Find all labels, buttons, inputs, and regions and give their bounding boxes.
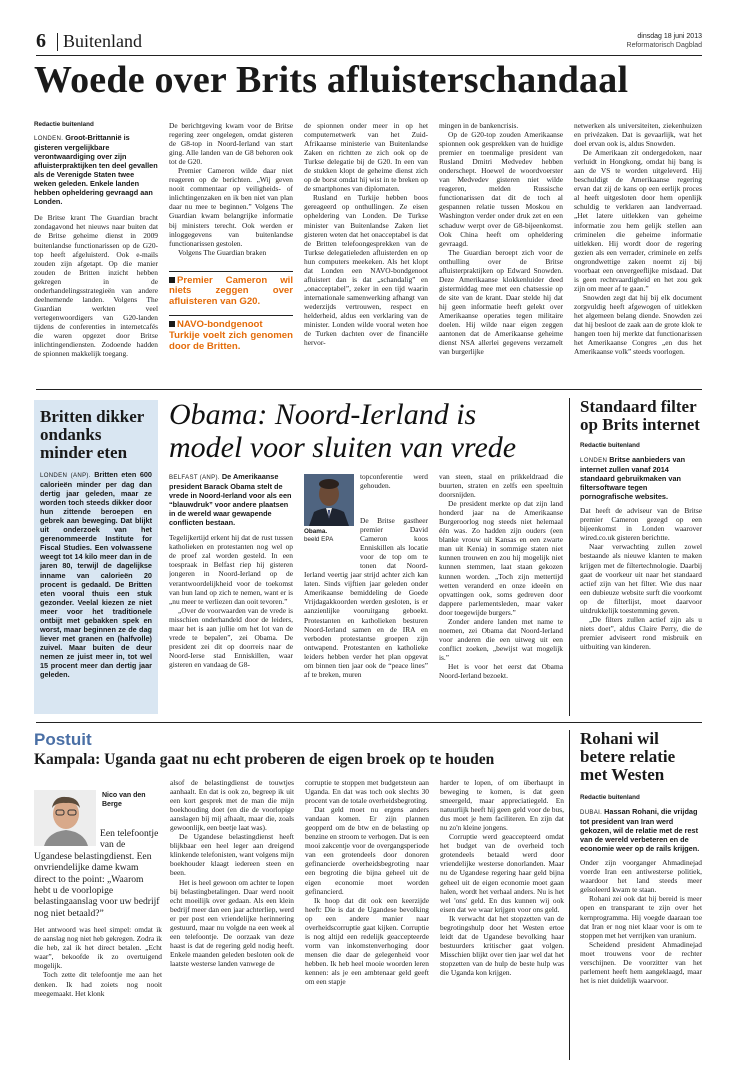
page-date: dinsdag 18 juni 2013 [637, 33, 702, 40]
postuit-paragraph: Het antwoord was heel simpel: omdat ik de aanslag nog niet heb gekregen. Zodra ik die heb, zal ik het direct betalen. „Echt waar”, bekoofde ik zo overtuigend mogelijk. [34, 925, 162, 971]
lead-col-1 [34, 121, 158, 383]
obama-photo-caption: Obama. beeld EPA [304, 528, 334, 543]
section-rule-1 [36, 389, 702, 390]
postuit-paragraph: corruptie te stoppen met budgetsteun aan Uganda. En dat was toch ook slechts 30 procent van de totale overheidsbegroting. [305, 778, 429, 806]
postuit-col-2 [170, 778, 294, 1060]
obama-paragraph: „Over de voorwaarden van de vrede is misschien onderhandeld door de leiders, maar het is aan jullie om het lot van de vrede te bepalen”, zei Obama. De president zei dit op doorreis naar de Noord-Ierse stad Enniskillen, waar gisteren en vandaag de G8- [169, 605, 293, 669]
postuit-col-4 [440, 778, 564, 1060]
obama-paragraph: van steen, staal en prikkeldraad die buurten, straten en zelfs een speeltuin doorsnijden. [439, 472, 563, 500]
britten-headline: Britten dikker ondanks minder eten [40, 407, 145, 462]
photo-wrap-spacer [34, 828, 100, 850]
lead-headline: Woede over Brits afluisterschandaal [34, 59, 629, 101]
postuit-paragraph: harder te lopen, of om überhaupt in beweging te komen, is dat geen smeergeld, maar appreciatiegeld. En natuurlijk heeft hij geen geld voor de bus, dus moet je hem faciliteren. En zijn dat nu zo'n kleine jongens. [440, 778, 564, 833]
rohani-byline: Redactie buitenland [580, 794, 640, 801]
standaard-paragraph: Dat heeft de adviseur van de Britse premier Cameron gezegd op een bijeenkomst in Londen waarover wired.co.uk gisteren berichtte. [580, 506, 702, 543]
lead-paragraph: Op de G20-top zouden Amerikaanse spionnen ook gesprekken van de huidige premier en toenmalige president van Rusland Dmitri Medvedev hebben onderschept. Hoewel de woordvoerster van Medvedev gisteren niet wilde reageren, melden Russische functionarissen dat dit de toch al gespannen relatie tussen Moskou en Washington verder onder druk zet en een schaduw werpt over de G8-bijeenkomst. Ook China heeft om opheldering gevraagd. [439, 130, 563, 248]
lead-col-5 [574, 121, 702, 383]
lead-paragraph: Rusland en Turkije hebben boos gereageerd op onthullingen. Ze eisen opheldering van Londen. De Turkse minister van Buitenlandse Zaken liet gisteren weten dat het onacceptabel is dat de Britten telefoongesprekken van de Turkse delegatieleden afluisterden en op hun computers meekeken. Als het klopt dat Londen een NAVO-bondgenoot afluistert dan is dat „schandalig” en „onacceptabel”, zeker in een tijd waarin internationale samenwerking afhangt van wederzijds vertrouwen, respect en helderheid, aldus een verklaring van de minister. Londen wilde vooral weten hoe de Turken dachten over de financiële hervor- [304, 193, 428, 348]
postuit-paragraph: Dat geld moet nu ergens anders vandaan komen. Er zijn plannen geopperd om de btw en de belasting op benzine en stroom te verhogen. Dat is een mooi zakcentje voor de overgangsperiode van een grotendeels door donoren gefinancierde overheidsbegroting naar een begroting die bijna geheel uit de eigen economie moet worden gefinancierd. [305, 805, 429, 896]
obama-lead: BELFAST (ANP). De Amerikaanse president Barack Obama stelt de vrede in Noord-Ierland voor als een “blauwdruk” voor andere plaatsen in de wereld waar gewapende conflicten bestaan. [169, 472, 292, 528]
rohani-headline: Rohani wil betere relatie met Westen [580, 730, 676, 784]
obama-col-1 [169, 472, 293, 717]
postuit-paragraph: Ik verwacht dat het stopzetten van de begrotingshulp door het Westen ertoe leidt dat de Ugandese bevolking haar bestuurders kritischer gaat volgen. Misschien blijkt over tien jaar wel dat het stopzetten van de hulp de beste hulp was die Uganda kon krijgen. [440, 913, 564, 977]
lead-paragraph: netwerken als universiteiten, ziekenhuizen en privézaken. Dat is gevaarlijk, wat het doel ervan ook is, aldus Snowden. [574, 121, 702, 149]
lead-col-4 [439, 121, 563, 383]
page-number: 6 [36, 30, 46, 52]
postuit-headline: Kampala: Uganda gaat nu echt proberen de eigen broek op te houden [34, 751, 495, 768]
rohani-paragraph: Scheidend president Ahmadinejad moet trouwens voor de rechter verschijnen. De voorzitter van het parlement heeft hem aangeklaagd, maar het is niet duidelijk waarvoor. [580, 939, 702, 985]
bullet-square-icon [169, 277, 175, 283]
lead-intro: LONDEN. Groot-Brittannië is gisteren vergelijkbare verontwaardiging over zijn afluisterpraktijken ten deel gevallen als de Verenigde Staten twee weken geleden. Enkele landen hebben opheldering gevraagd aan Londen. [34, 133, 158, 207]
obama-paragraph: Het is voor het eerst dat Obama Noord-Ierland bezoekt. [439, 661, 563, 681]
lead-paragraph: Premier Cameron wilde daar niet reageren op de berichten. „Wij geven nooit commentaar op veiligheids- of inlichtingenzaken en ik ben niet van plan daar nu mee te beginnen.” Volgens The Guardian kwam belangrijke informatie bij ministers terecht. Ook werden er inloggegevens van buitenlandse functionarissen gestolen. [169, 166, 293, 248]
pull-quote-1: Premier Cameron wil niets zeggen over afluisteren van G20. [169, 271, 293, 308]
section-rule-2 [36, 722, 702, 723]
postuit-paragraph: Ik hoop dat dit ook een keerzijde heeft: Die is dat de Ugandese bevolking op een andere manier naar overheidscorruptie gaat kijken. Corruptie is nog altijd een redelijk geaccepteerde vorm van inkomstenverhoging door mensen die daar de gelegenheid voor hebben. Ik heb heel mooie woorden leren kennen: als je een ambtenaar geld geeft om een stapje [305, 895, 429, 987]
lead-byline: Redactie buitenland [34, 121, 94, 128]
lead-paragraph: mingen in de bankencrisis. [439, 121, 519, 130]
lead-paragraph: De berichtgeving kwam voor de Britse regering zeer ongelegen, omdat gisteren de G8-top in Noord-Ierland van start ging. Alle landen van de G8 behoren ook tot de G20. [169, 121, 293, 167]
obama-paragraph: De Britse gastheer premier David Cameron koos Enniskillen als locatie voor de top om te tonen dat Noord-Ierland veertig jaar strijd achter zich kan laten. Sinds vijftien jaar geleden onder Amerikaanse bemiddeling de Goede Vrijdagakkoorden werden gesloten, is er aanzienlijke vooruitgang geboekt. Protestanten en katholieken besturen Noord-Ierland samen en de IRA en verboden protestantse groepen zijn ontwapend. Protestanten en katholieke leiders hebben verder het plan opgevat om binnen tien jaar ook de “peace lines” af te breken, muren [304, 516, 428, 679]
page-number-divider [57, 33, 58, 51]
lead-paragraph: De Britse krant The Guardian bracht zondagavond het nieuws naar buiten dat de Britse geheime dienst in 2009 buitenlandse functionarissen op de G20-top heeft afgeluisterd. Ook e-mails zouden zijn afgetapt. Op die manier zouden de Britten inzicht hebben gekregen in de onderhandelingsstrategieën van andere deelnemende landen. Volgens The Guardian werkten veel vertegenwoordigers van G20-landen tijdens de conferenties in internetcafés die waren opgezet door Britse inlichtingendiensten. Zodoende hadden de spionnen makkelijk toegang. [34, 213, 158, 359]
postuit-paragraph: Toch zette dit telefoontje me aan het denken. Ik had zoiets nog nooit meegemaakt. Het klonk [34, 970, 162, 998]
obama-paragraph: Zonder andere landen met name te noemen, zei Obama dat Noord-Ierland voor anderen die een uitweg uit een conflict zoeken, „bewijst wat mogelijk is.” [439, 616, 563, 662]
lead-paragraph: Snowden zegt dat hij bij elk document zorgvuldig heeft afgewogen of uitlekken het algemeen belang diende. Snowden zei dat hij besloot de zaak aan de grote klok te hangen toen hij merkte dat functionarissen het Amerikaanse Congres „en dus het Amerikaanse volk” steeds voorlogen. [574, 292, 702, 357]
rohani-paragraph: Onder zijn voorganger Ahmadinejad voerde Iran een antiwesterse politiek, waardoor het land steeds meer geïsoleerd kwam te staan. [580, 858, 702, 895]
postuit-paragraph: De Ugandese belastingdienst heeft blijkbaar een heel leger aan dreigend klinkende telefonisten, want volgens mijn boekhouder klaagt iedereen steen en been. [170, 832, 294, 878]
standaard-byline: Redactie buitenland [580, 442, 640, 449]
postuit-paragraph: alsof de belastingdienst de touwtjes aanhaalt. En dat is ook zo, begreep ik uit een kort gesprek met de man die mijn boekhouding doet (en die de voorlopige aanslagen bij mij afhaalt, maar die, zoals gewoonlijk, een beetje laat was). [170, 778, 294, 833]
obama-paragraph: De president merkte op dat zijn land honderd jaar na de Amerikaanse Burgeroorlog nog steeds niet helemaal één was. Zo hadden zijn ouders (een blanke vrouw uit Kansas en een zwarte man uit Kenia) in sommige staten niet kunnen trouwen en zou hij mogelijk niet kunnen stemmen, laat staan gekozen kunnen worden. „Toch zijn mettertijd wetten veranderd en onze ideeën en opvattingen ook, soms gedreven door dappere parlementsleden, maar vaker door toegewijde burgers.” [439, 499, 563, 617]
rohani-paragraph: Rohani zei ook dat hij bereid is meer open en transparant te zijn over het kernprogramma. Hij voegde daaraan toe dat Iran er nog niet klaar voor is om te stoppen met het verrijken van uranium. [580, 894, 702, 940]
lead-paragraph: De Amerikaan zit ondergedoken, naar verluidt in Hongkong, omdat hij bang is aan de VS te worden uitgeleverd. Hij beschuldigt de Amerikaanse regering ervan dat zij de kans op een eerlijk proces al heeft uitgesloten door hem openlijk schuldig te verklaren aan landverraad. „Het latere uitlekken van geheime informatie zou hem gelijk stellen aan criminelen die geheime informatie uitlekken. Hij wordt door de regering gezien als een verrader, criminele en zelfs ongrondwettige zaken noemt zij bij voorbaat een onvergeeflijke misdaad. Dat is geen rechtvaardigheid en het zou gek zijn om meer af te gaan.” [574, 148, 702, 293]
postuit-intro: Een telefoontje van de Ugandese belastingdienst. Een onvriendelijke dame kwam direct to the point: „Waarom hebt u de voorlopige belastingaanslag voor uw bedrijf nog niet betaald?” [34, 828, 160, 919]
standaard-headline: Standaard filter op Brits internet [580, 398, 700, 434]
right-column-divider-2 [569, 730, 570, 1060]
photo-wrap-spacer [304, 516, 360, 562]
publication-name: Reformatorisch Dagblad [626, 42, 702, 49]
postuit-col-3 [305, 778, 429, 1060]
postuit-author: Nico van den Berge [102, 792, 146, 808]
right-column-divider-1 [569, 398, 570, 716]
lead-paragraph: Volgens The Guardian braken [178, 247, 267, 257]
lead-paragraph: The Guardian beroept zich voor de onthulling over de Britse afluisterpraktijken op Edward Snowden. Deze Amerikaanse klokkenluider deed gistermiddag mee met een chatsessie op de site van de krant. Daar stelde hij dat hij geen informatie heeft gelekt over Amerikaanse operaties tegen militaire doelen. Hij wilde naar eigen zeggen aantonen dat de Amerikaanse geheime dienst NSA allerlei gegevens verzamelt van burgerlijke [439, 247, 563, 357]
standaard-paragraph: „De filters zullen actief zijn als u niets doet”, aldus Claire Perry, die de premier adviseert rond misbruik en uitbuiting van kinderen. [580, 614, 702, 651]
postuit-paragraph: Het is heel gewoon om achter te lopen bij belastingbetalingen. Daar werd nooit echt moeilijk over gedaan. Als een klein bedrijf meer dan een jaar achterliep, werd er per post een vriendelijke herinnering gestuurd, maar nu volgde na een week al een telefoontje. De oorzaak van deze haast is dat de regering geld nodig heeft. Enkele maanden geleden besloten ook de laatste westerse landen vanwege de [170, 877, 294, 968]
britten-box [34, 400, 158, 714]
standaard-lead: LONDEN Britse aanbieders van internet zullen vanaf 2014 standaard gebruikmaken van filtersoftware tegen pornografische websites. [580, 455, 686, 502]
lead-col-3 [304, 121, 428, 383]
postuit-paragraph: Corruptie werd geaccepteerd omdat het budget van de overheid toch grotendeels betaald werd door vriendelijke westerse donorlanden. Maar nu de Ugandese regering haar geld bijna geheel uit de eigen economie moet gaan halen, wordt het verhaal anders. Nu is het wel 'ons' geld. En dus kunnen wij ook eisen dat we waar krijgen voor ons geld. [440, 832, 564, 914]
obama-paragraph: Tegelijkertijd erkent hij dat de rust tussen katholieken en protestanten nog wel op de proef zal worden gesteld. In een toespraak in Belfast riep hij gisteren jongeren in Noord-Ierland op de verantwoordelijkheid voor de toekomst van hun land op zich te nemen, want er is „nu meer te verliezen dan ooit tevoren.” [169, 533, 293, 606]
header-rule [36, 55, 702, 56]
pull-quote-2: NAVO-bondgenoot Turkije voelt zich genomen door de Britten. [169, 315, 293, 352]
obama-headline: Obama: Noord-Ierland is model voor sluiten van vrede [169, 398, 517, 464]
standaard-article [580, 398, 702, 716]
section-title: Buitenland [63, 31, 142, 51]
rohani-lead: DUBAI. Hassan Rohani, die vrijdag tot president van Iran werd gekozen, wil de relatie met de rest van de wereld verbeteren en de economie weer op de rails krijgen. [580, 807, 700, 854]
obama-paragraph: topconferentie werd gehouden. [360, 472, 428, 491]
rohani-article [580, 730, 702, 1060]
obama-col-3 [439, 472, 563, 717]
britten-text: LONDEN (ANP). Britten eten 600 calorieën minder per dag dan dertig jaar geleden, maar ze worden toch steeds dikker door hun zittende beroepen en gebrek aan beweging. Dat blijkt uit onderzoek van het gerenommeerde Institute for Fiscal Studies. Een volwassene weegt tot 14 kilo meer dan in de jaren 80, terwijl de dagelijkse inname van calorieën 20 procent is gedaald. De Britten eten vooral thuis een stuk gezonder. Veelal kiezen ze niet meer voor het traditionele ontbijt met gebakken spek en worst, maar beginnen ze de dag liever met granen en (halfvolle) zuivel. Maar buiten de deur nemen ze juist meer in, tot wel 15 procent meer dan dertig jaar geleden. [40, 470, 152, 680]
bullet-square-icon [169, 321, 175, 327]
obama-col-2 [304, 516, 428, 717]
postuit-col-1 [34, 828, 162, 1060]
standaard-paragraph: Naar verwachting zullen zowel bestaande als nieuwe klanten te maken krijgen met de filtertechnologie. Daarbij gaat de voorkeur uit naar het standaard actief zijn van het filter. Wie dus naar een dubieuze website surft die voorkomt op de filterlijst, moet daarvoor uitdrukkelijk toestemming geven. [580, 542, 702, 615]
lead-col-2 [169, 121, 293, 383]
postuit-label: Postuit [34, 730, 92, 749]
lead-paragraph: de spionnen onder meer in op het computernetwerk van het Zuid-Afrikaanse ministerie van Buitenlandse Zaken en richtten ze zich ook op de Turkse delegatie bij de G20. In een van de stukken klopt de geheime dienst zich op de borst omdat hij wist in te breken op de smartphones van diplomaten. [304, 121, 428, 194]
